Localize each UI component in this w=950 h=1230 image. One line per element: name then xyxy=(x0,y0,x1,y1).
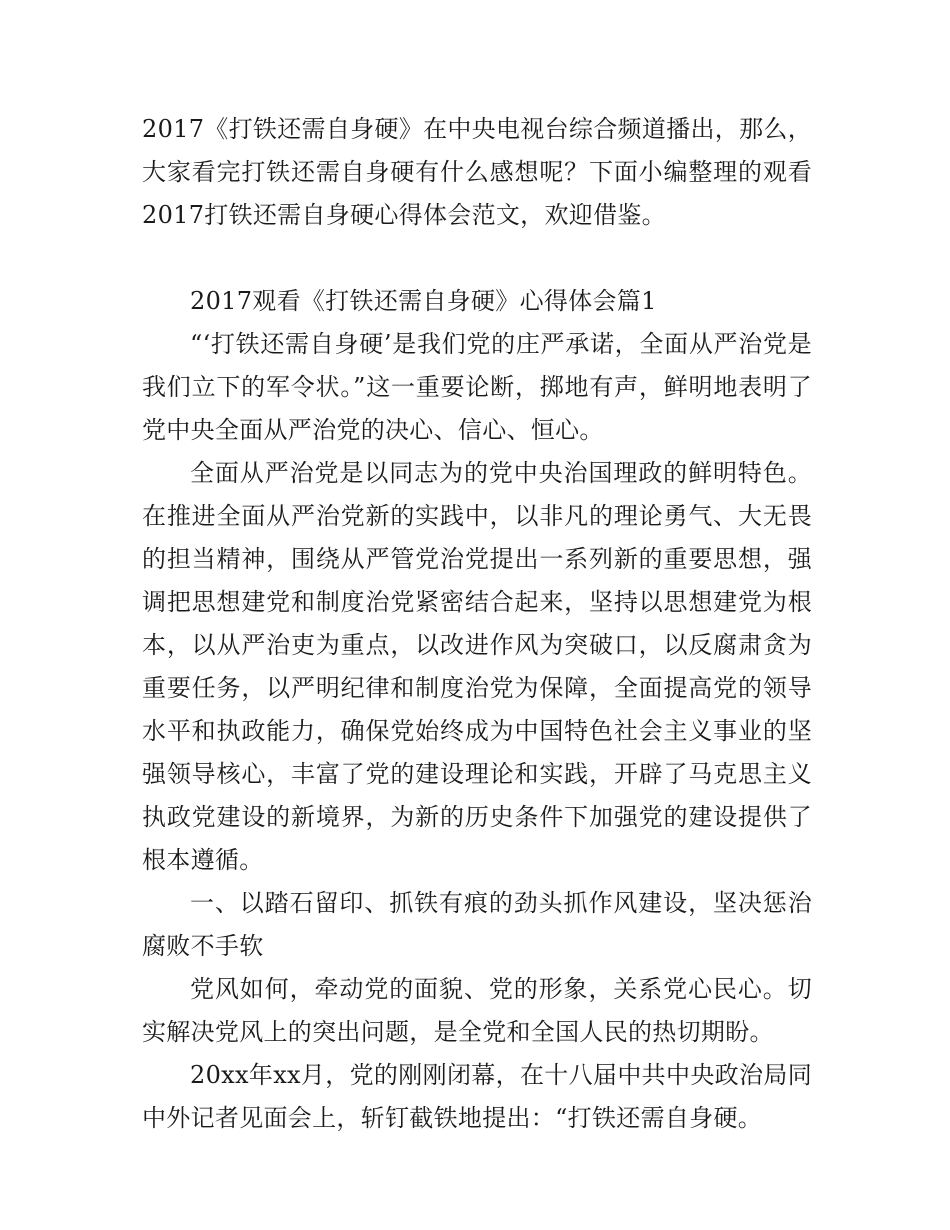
section-title: 2017观看《打铁还需自身硬》心得体会篇1 xyxy=(190,287,657,315)
document-page xyxy=(142,108,812,1140)
body-paragraph: 党风如何，牵动党的面貌、党的形象，关系党心民心。切实解决党风上的突出问题，是全党和全国人民的热切期盼。 xyxy=(142,975,812,1046)
body-paragraph: 全面从严治党是以同志为的党中央治国理政的鲜明特色。在推进全面从严治党新的实践中，以非凡的理论勇气、大无畏的担当精神，围绕从严管党治党提出一系列新的重要思想，强调把思想建党和制度治党紧密结合起来，坚持以思想建党为根本，以从严治吏为重点，以改进作风为突破口，以反腐肃贪为重要任务，以严明纪律和制度治党为保障，全面提高党的领导水平和执政能力，确保党始终成为中国特色社会主义事业的坚强领导核心，丰富了党的建设理论和实践，开辟了马克思主义执政党建设的新境界，为新的历史条件下加强党的建设提供了根本遵循。 xyxy=(142,459,812,874)
body-paragraph: 20xx年xx月，党的刚刚闭幕，在十八届中共中央政治局同中外记者见面会上，斩钉截铁地提出：“打铁还需自身硬。 xyxy=(142,1061,812,1132)
section-heading: 一、以踏石留印、抓铁有痕的劲头抓作风建设，坚决惩治腐败不手软 xyxy=(142,889,812,960)
body-paragraph: “‘打铁还需自身硬’是我们党的庄严承诺，全面从严治党是我们立下的军令状。”这一重要论断，掷地有声，鲜明地表明了党中央全面从严治党的决心、信心、恒心。 xyxy=(142,330,812,444)
intro-paragraph: 2017《打铁还需自身硬》在中央电视台综合频道播出，那么，大家看完打铁还需自身硬有什么感想呢？下面小编整理的观看2017打铁还需自身硬心得体会范文，欢迎借鉴。 xyxy=(142,115,812,229)
